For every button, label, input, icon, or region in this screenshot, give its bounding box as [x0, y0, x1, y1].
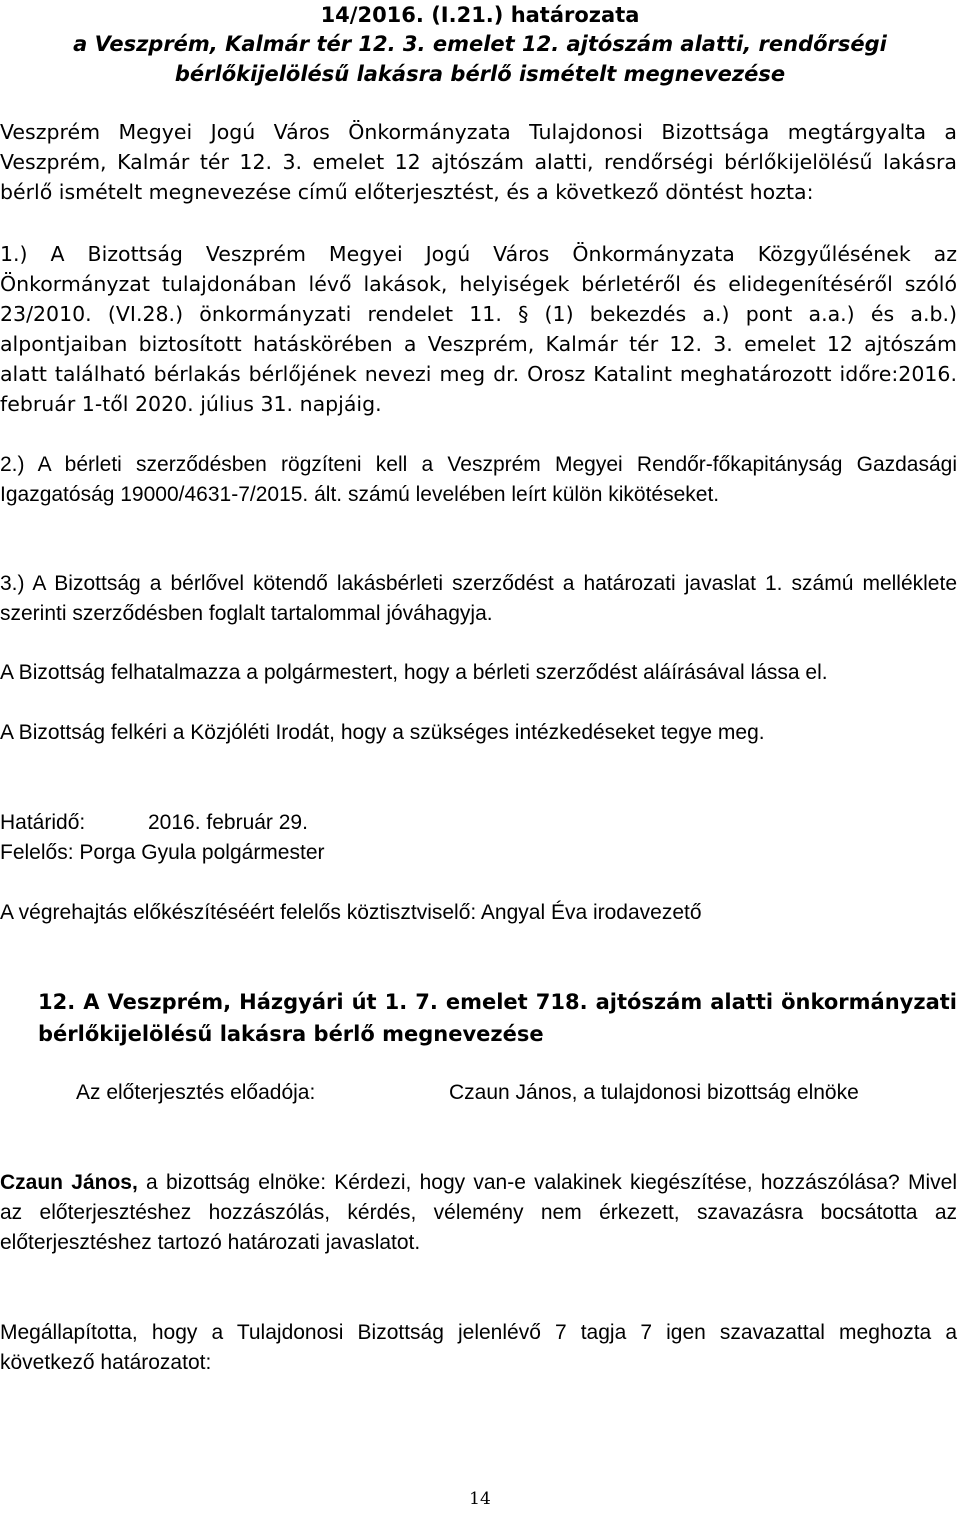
- authorization-office: A Bizottság felkéri a Közjóléti Irodát, hogy a szükséges intézkedéseket tegye meg.: [0, 721, 765, 744]
- vote-paragraph: Megállapította, hogy a Tulajdonosi Bizottság jelenlévő 7 tagja 7 igen szavazattal meghozta a következő határozatot:: [0, 1321, 957, 1374]
- point-3-paragraph: 3.) A Bizottság a bérlővel kötendő lakásbérleti szerződést a határozati javaslat 1. számú melléklete szerinti szerződésben foglalt tartalommal jóváhagyja.: [0, 572, 957, 625]
- deadline: [0, 808, 308, 838]
- agenda-item-12-title: 12. A Veszprém, Házgyári út 1. 7. emelet 718. ajtószám alatti önkormányzati bérlőkijelölésű lakásra bérlő megnevezése: [38, 990, 957, 1046]
- presenter-label: Az előterjesztés előadója:: [76, 1081, 316, 1104]
- executor: A végrehajtás előkészítéséért felelős köztisztviselő: Angyal Éva irodavezető: [0, 901, 702, 924]
- deadline-label: Határidő:: [0, 811, 86, 834]
- chair-name: Czaun János,: [0, 1171, 138, 1194]
- resolution-subject-line-1: a Veszprém, Kalmár tér 12. 3. emelet 12. ajtószám alatti, rendőrségi: [73, 32, 887, 56]
- resolution-number: 14/2016. (I.21.) határozata: [320, 3, 640, 27]
- point-1-paragraph: 1.) A Bizottság Veszprém Megyei Jogú Város Önkormányzata Közgyűlésének az Önkormányzat tulajdonában lévő lakások, helyiségek bérletéről és elidegenítéséről szóló 23/2010. (VI.28.) önkormányzati rendelet 11. § (1) bekezdés a.) pont a.a.) és a.b.) alpontjaiban biztosított hatáskörében a Veszprém, Kalmár tér 12. 3. emelet 12 ajtószám alatt található bérlakás bérlőjének nevezi meg dr. Orosz Katalint meghatározott időre:2016. február 1-től 2020. július 31. napjáig.: [0, 242, 957, 416]
- deadline-value: 2016. február 29.: [148, 811, 308, 834]
- intro-paragraph: Veszprém Megyei Jogú Város Önkormányzata Tulajdonosi Bizottsága megtárgyalta a Veszprém, Kalmár tér 12. 3. emelet 12 ajtószám alatti, rendőrségi bérlőkijelölésű lakásra bérlő ismételt megnevezése című előterjesztést, és a következő döntést hozta:: [0, 120, 957, 204]
- presenter-row: [76, 1078, 859, 1108]
- responsible: Felelős: Porga Gyula polgármester: [0, 841, 325, 864]
- chair-text: a bizottság elnöke: Kérdezi, hogy van-e valakinek kiegészítése, hozzászólása? Mivel az előterjesztéshez hozzászólás, kérdés, vélemény nem érkezett, szavazásra bocsátotta az előterjesztéshez tartozó határozati javaslatot.: [0, 1171, 957, 1254]
- chair-paragraph: [0, 1168, 957, 1258]
- resolution-subject-line-2: bérlőkijelölésű lakásra bérlő ismételt megnevezése: [174, 62, 786, 86]
- authorization-mayor: A Bizottság felhatalmazza a polgármestert, hogy a bérleti szerződést aláírásával lássa el.: [0, 661, 828, 684]
- point-2-paragraph: 2.) A bérleti szerződésben rögzíteni kell a Veszprém Megyei Rendőr-főkapitányság Gazdasági Igazgatóság 19000/4631-7/2015. ált. számú levelében leírt külön kikötéseket.: [0, 453, 957, 506]
- presenter-value: Czaun János, a tulajdonosi bizottság elnöke: [449, 1081, 859, 1104]
- page-number: 14: [469, 1489, 491, 1509]
